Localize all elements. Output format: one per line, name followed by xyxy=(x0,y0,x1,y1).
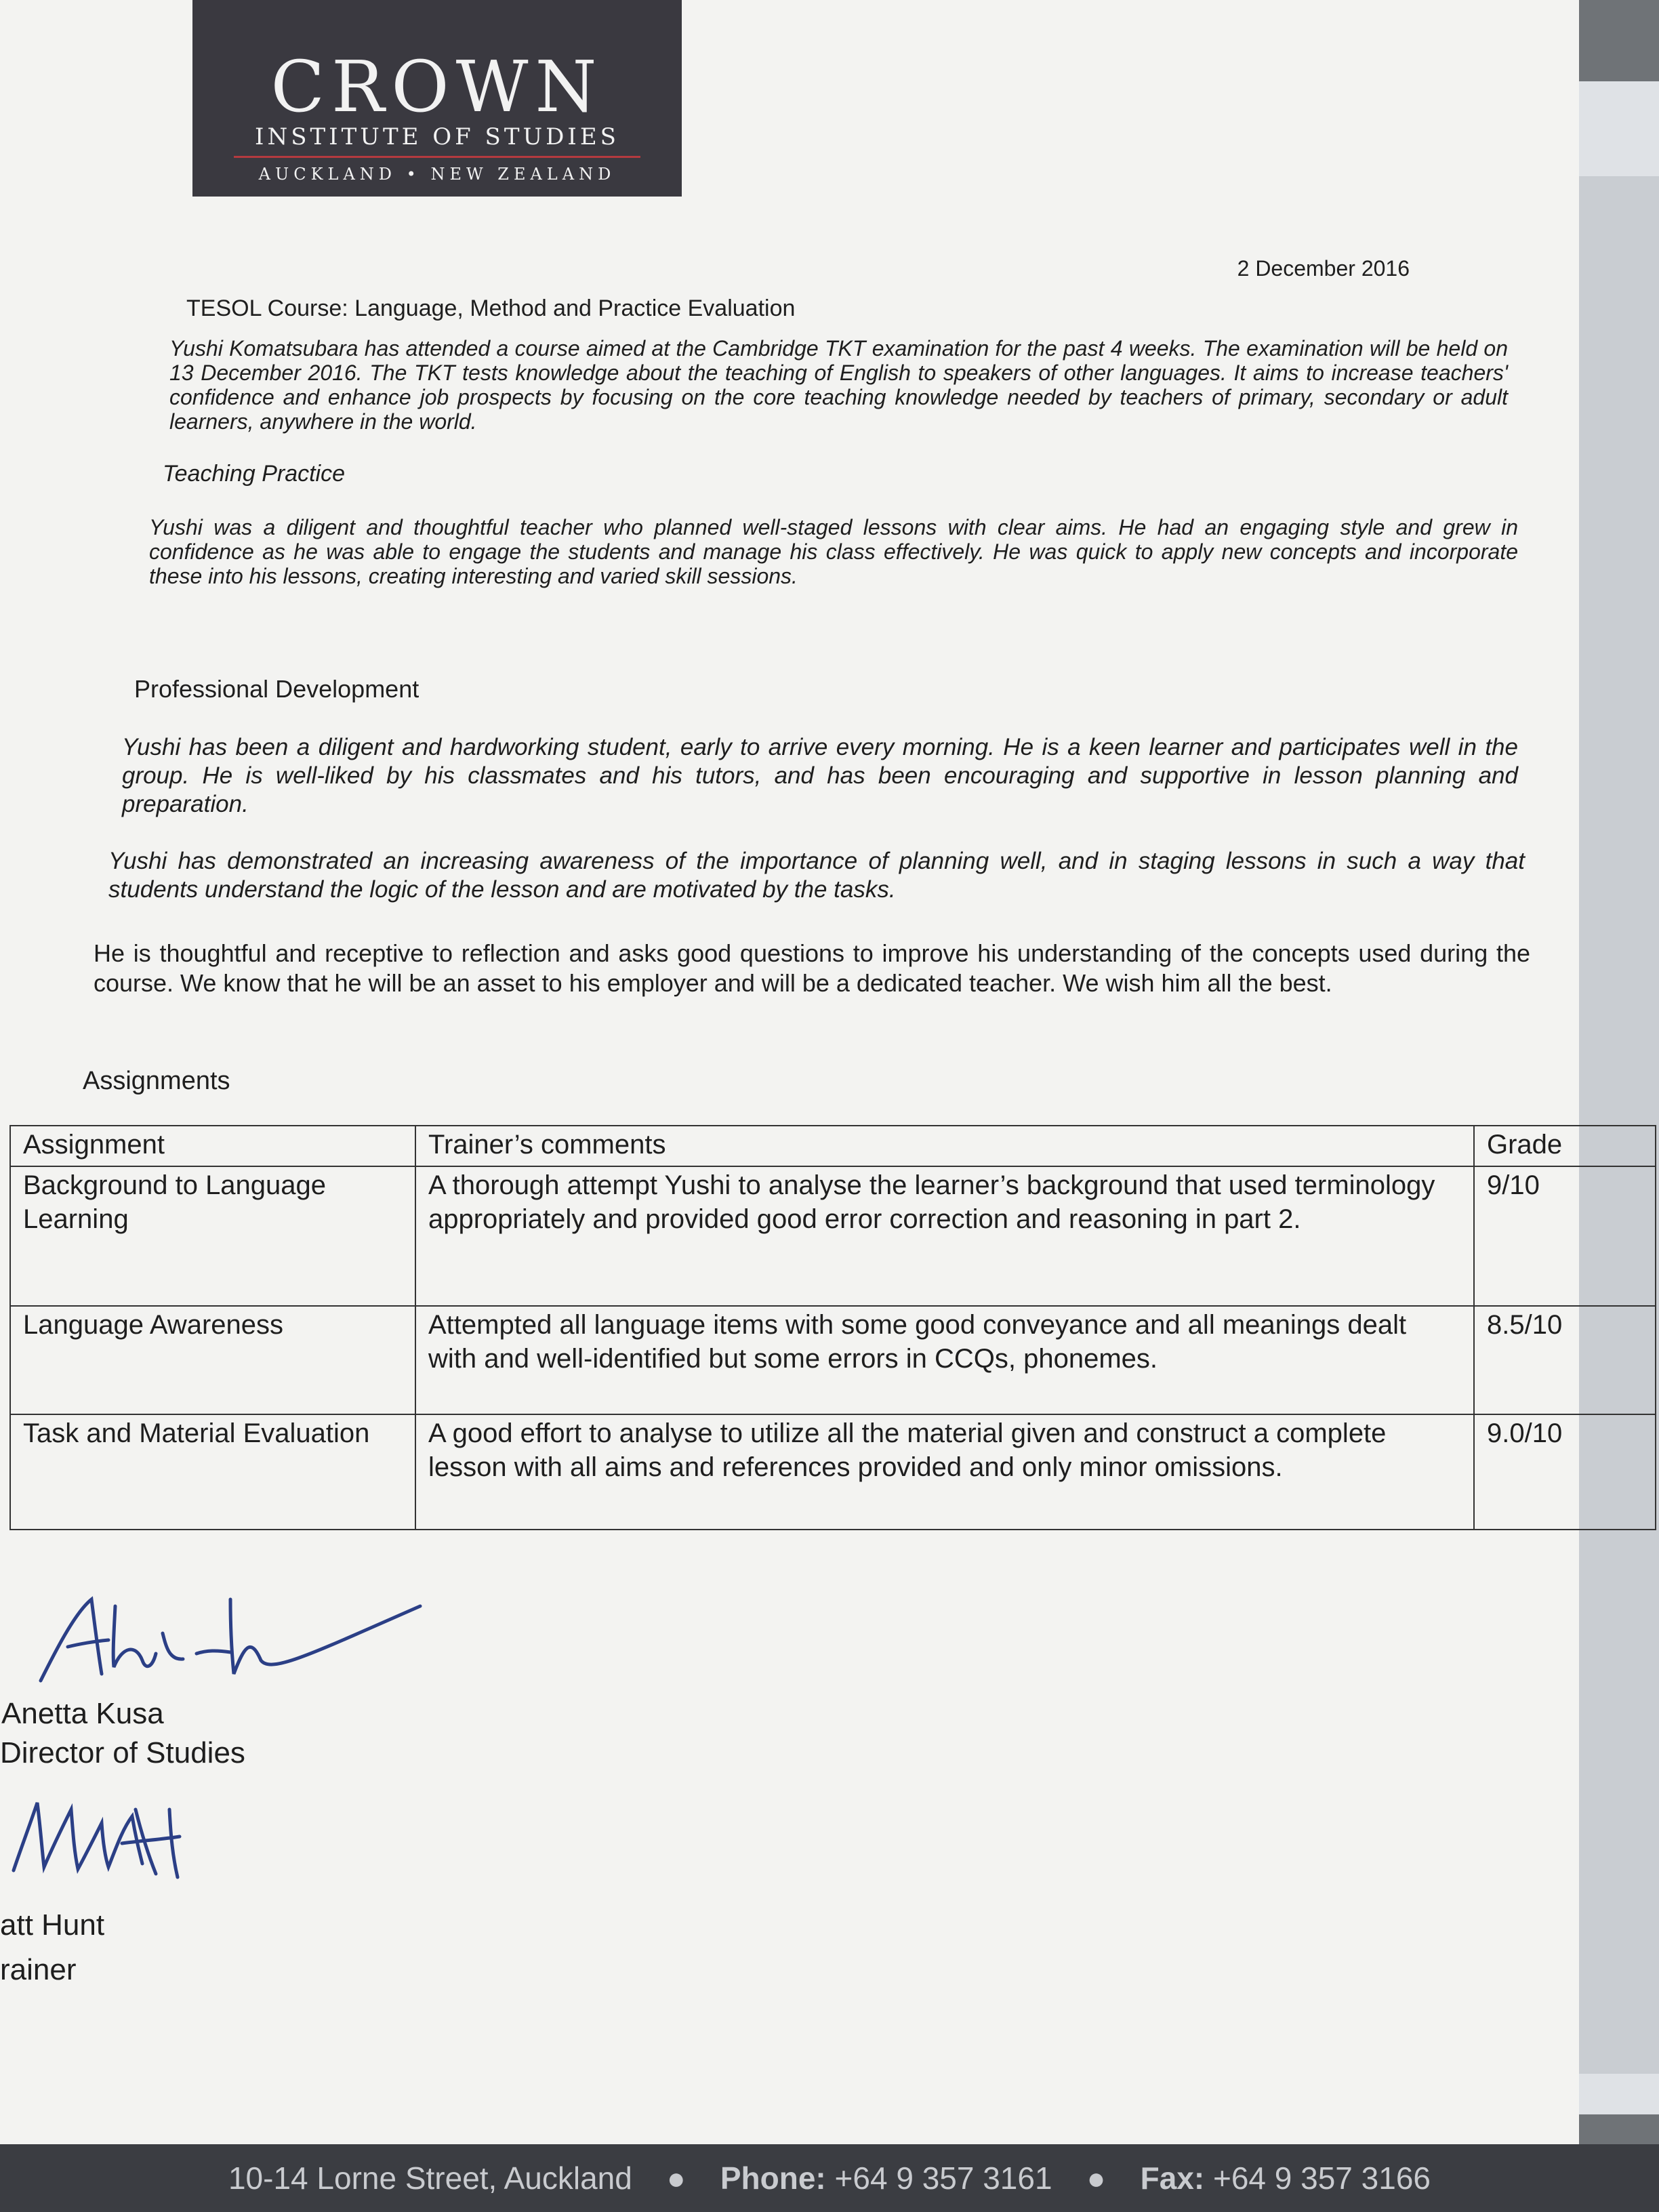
professional-development-heading: Professional Development xyxy=(134,675,419,703)
assignments-table xyxy=(9,1125,1656,1530)
table-row xyxy=(10,1414,1656,1530)
assignment-cell: Language Awareness xyxy=(10,1306,415,1414)
footer-address: 10-14 Lorne Street, Auckland xyxy=(228,2160,632,2196)
column-header-comments: Trainer’s comments xyxy=(415,1126,1474,1166)
table-header-row xyxy=(10,1126,1656,1166)
course-title: TESOL Course: Language, Method and Practice Evaluation xyxy=(186,295,796,321)
professional-paragraph-2: Yushi has demonstrated an increasing awareness of the importance of planning well, and in staging lessons in such a way that students understand the logic of the lesson and are motivated by the tasks. xyxy=(108,848,1525,903)
grade-cell: 9/10 xyxy=(1474,1166,1656,1306)
teaching-practice-paragraph: Yushi was a diligent and thoughtful teacher who planned well-staged lessons with clear aims. He had an engaging style and grew in confidence as he was able to engage the students and manage his class effectively. He was quick to apply new concepts and incorporate these into his lessons, creating interesting and varied skill sessions. xyxy=(149,515,1518,588)
signatory-2-name: att Hunt xyxy=(0,1908,105,1942)
crown-logo xyxy=(192,0,682,197)
assignment-cell: Task and Material Evaluation xyxy=(10,1414,415,1530)
comment-cell: A thorough attempt Yushi to analyse the learner’s background that used terminology appropriately and provided good error correction and reasoning in part 2. xyxy=(415,1166,1474,1306)
signature-matt-hunt xyxy=(0,1789,203,1884)
logo-divider xyxy=(234,156,640,158)
footer-bar: 10-14 Lorne Street, Auckland ● Phone: +64 9 357 3161 ● Fax: +64 9 357 3166 xyxy=(0,2144,1659,2212)
professional-paragraph-3: He is thoughtful and receptive to reflection and asks good questions to improve his understanding of the concepts used during the course. We know that he will be an asset to his employer and will be a dedicated teacher. We wish him all the best. xyxy=(94,939,1530,997)
letter-date: 2 December 2016 xyxy=(1237,256,1410,281)
logo-name: CROWN xyxy=(270,45,604,128)
table-row xyxy=(10,1306,1656,1414)
logo-location: AUCKLAND • NEW ZEALAND xyxy=(258,165,616,184)
footer-fax: +64 9 357 3166 xyxy=(1212,2160,1431,2196)
column-header-grade: Grade xyxy=(1474,1126,1656,1166)
assignments-heading: Assignments xyxy=(83,1067,230,1095)
intro-paragraph: Yushi Komatsubara has attended a course aimed at the Cambridge TKT examination for the past 4 weeks. The examination will be held on 13 December 2016. The TKT tests knowledge about the teaching of English to speakers of other languages. It aims to increase teachers' confidence and enhance job prospects by focusing on the core teaching knowledge needed by teachers of primary, secondary or adult learners, anywhere in the world. xyxy=(169,336,1508,434)
footer-fax-label: Fax: xyxy=(1140,2160,1205,2196)
signatory-2-title: rainer xyxy=(0,1953,77,1986)
signature-anetta-kusa xyxy=(27,1579,434,1694)
professional-paragraph-1: Yushi has been a diligent and hardworking student, early to arrive every morning. He is a keen learner and participates well in the group. He is well-liked by his classmates and his tutors, and has been encouraging and supportive in lesson planning and preparation. xyxy=(122,734,1518,817)
teaching-practice-heading: Teaching Practice xyxy=(163,461,346,487)
logo-subtitle: INSTITUTE OF STUDIES xyxy=(255,123,619,150)
signatory-1-title: Director of Studies xyxy=(0,1736,245,1769)
grade-cell: 9.0/10 xyxy=(1474,1414,1656,1530)
signatory-1-name: Anetta Kusa xyxy=(1,1697,164,1730)
grade-cell: 8.5/10 xyxy=(1474,1306,1656,1414)
comment-cell: Attempted all language items with some good conveyance and all meanings dealt with and well-identified but some errors in CCQs, phonemes. xyxy=(415,1306,1474,1414)
column-header-assignment: Assignment xyxy=(10,1126,415,1166)
footer-phone: +64 9 357 3161 xyxy=(834,2160,1052,2196)
footer-phone-label: Phone: xyxy=(720,2160,826,2196)
assignment-cell: Background to Language Learning xyxy=(10,1166,415,1306)
table-row xyxy=(10,1166,1656,1306)
comment-cell: A good effort to analyse to utilize all the material given and construct a complete lesson with all aims and references provided and only minor omissions. xyxy=(415,1414,1474,1530)
